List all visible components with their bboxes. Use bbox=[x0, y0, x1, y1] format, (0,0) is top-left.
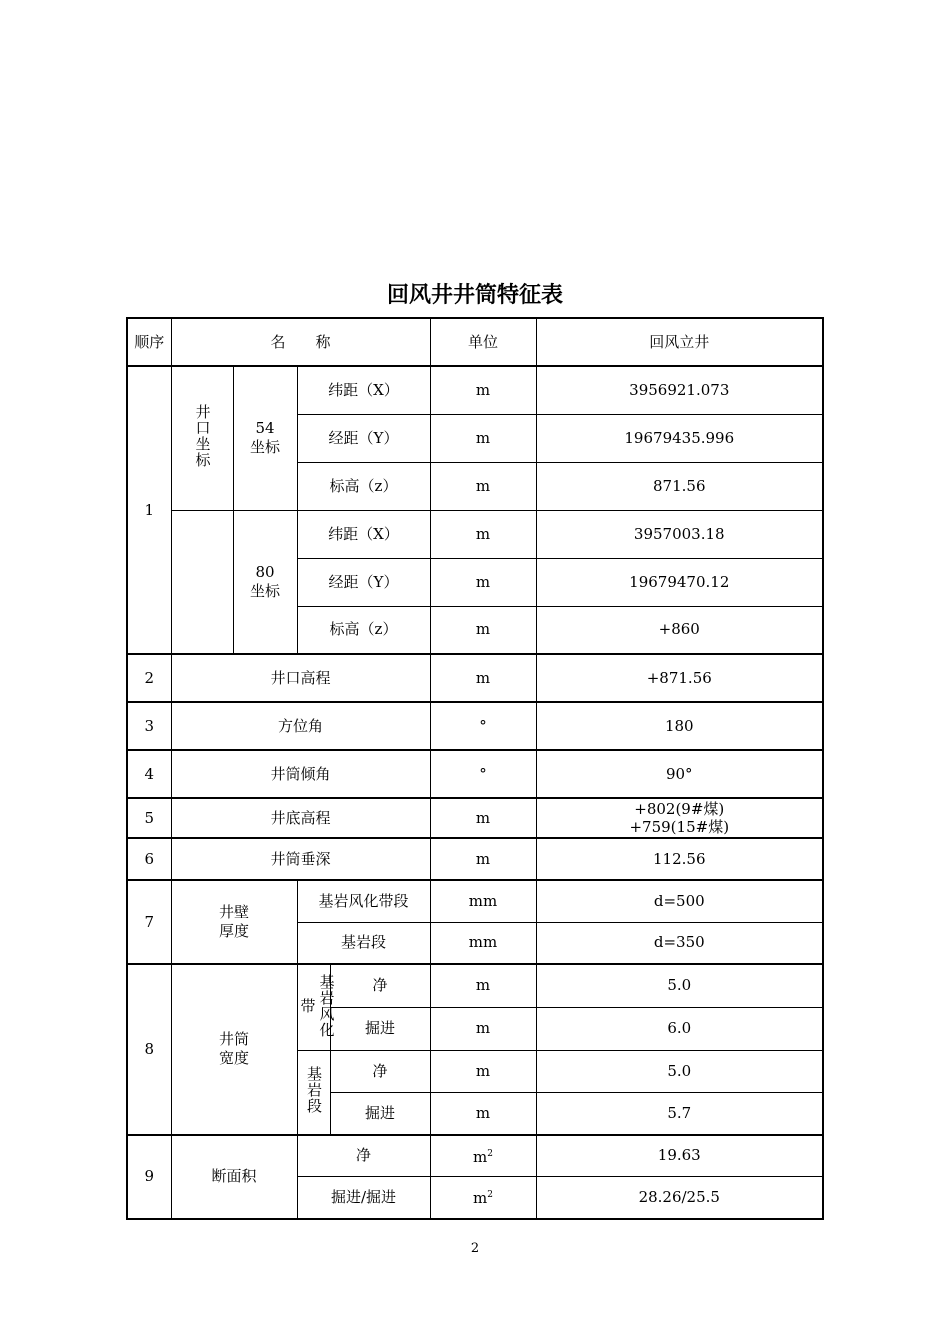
row8-sub2-value-1: 5.7 bbox=[536, 1093, 823, 1135]
row8-sub1-value-1: 6.0 bbox=[536, 1007, 823, 1050]
table-row bbox=[127, 366, 823, 414]
row7-value-1: d=350 bbox=[536, 922, 823, 964]
row1-group-label: 井口坐标 bbox=[193, 403, 212, 468]
row7-unit-0: mm bbox=[430, 880, 536, 922]
row5-unit: m bbox=[430, 798, 536, 838]
row6-value: 112.56 bbox=[536, 838, 823, 880]
table-row bbox=[127, 1135, 823, 1177]
row1-seq: 1 bbox=[127, 366, 171, 654]
header-value: 回风立井 bbox=[536, 318, 823, 366]
row8-sub2-unit-0: m bbox=[430, 1051, 536, 1093]
header-seq: 顺序 bbox=[127, 318, 171, 366]
table-row bbox=[127, 654, 823, 702]
row8-group: 井筒 宽度 bbox=[171, 964, 297, 1135]
row1-sys54: 54 坐标 bbox=[233, 366, 297, 510]
row3-unit: ° bbox=[430, 702, 536, 750]
table-row bbox=[127, 880, 823, 922]
row4-seq: 4 bbox=[127, 750, 171, 798]
row3-value: 180 bbox=[536, 702, 823, 750]
header-unit: 单位 bbox=[430, 318, 536, 366]
row4-name: 井筒倾角 bbox=[171, 750, 430, 798]
row6-seq: 6 bbox=[127, 838, 171, 880]
table-row bbox=[127, 798, 823, 838]
page-number: 2 bbox=[470, 1241, 480, 1256]
row7-seq: 7 bbox=[127, 880, 171, 964]
row7-group: 井壁 厚度 bbox=[171, 880, 297, 964]
row4-unit: ° bbox=[430, 750, 536, 798]
table-title: 回风井井筒特征表 bbox=[386, 283, 563, 308]
row8-sub1-label: 基岩风化带 bbox=[298, 974, 336, 1038]
row9-name-1: 掘进/掘进 bbox=[297, 1177, 430, 1219]
row5-name: 井底高程 bbox=[171, 798, 430, 838]
row9-group: 断面积 bbox=[171, 1135, 297, 1219]
row1-54-name-0: 纬距（X） bbox=[297, 366, 430, 414]
row1-80-name-2: 标高（z） bbox=[297, 606, 430, 654]
header-name: 名 称 bbox=[171, 318, 430, 366]
row8-sub2-value-0: 5.0 bbox=[536, 1051, 823, 1093]
row2-seq: 2 bbox=[127, 654, 171, 702]
table-row bbox=[127, 750, 823, 798]
row5-value: +802(9#煤) +759(15#煤) bbox=[536, 798, 823, 838]
row1-54-value-2: 871.56 bbox=[536, 462, 823, 510]
row1-54-value-0: 3956921.073 bbox=[536, 366, 823, 414]
row4-value: 90° bbox=[536, 750, 823, 798]
row9-unit-0 bbox=[430, 1135, 536, 1177]
row6-unit: m bbox=[430, 838, 536, 880]
row9-unit-sup-0: 2 bbox=[487, 1148, 493, 1159]
row1-80-value-0: 3957003.18 bbox=[536, 510, 823, 558]
row9-seq: 9 bbox=[127, 1135, 171, 1219]
row1-80-name-1: 经距（Y） bbox=[297, 558, 430, 606]
row1-80-name-0: 纬距（X） bbox=[297, 510, 430, 558]
row1-group-cell bbox=[171, 366, 233, 510]
table-row bbox=[127, 510, 823, 558]
table-row bbox=[127, 702, 823, 750]
row1-80-value-1: 19679470.12 bbox=[536, 558, 823, 606]
row8-sub1-cell bbox=[297, 964, 336, 1051]
row8-sub1-unit-1: m bbox=[430, 1007, 536, 1050]
row8-sub2-cell bbox=[297, 1051, 330, 1135]
row2-unit: m bbox=[430, 654, 536, 702]
row1-80-unit-2: m bbox=[430, 606, 536, 654]
row9-unit-base-1: m bbox=[473, 1189, 488, 1208]
row1-sys80: 80 坐标 bbox=[233, 510, 297, 654]
row1-group-empty bbox=[171, 510, 233, 654]
row9-unit-base-0: m bbox=[473, 1147, 488, 1166]
row3-name: 方位角 bbox=[171, 702, 430, 750]
row9-unit-1 bbox=[430, 1177, 536, 1219]
row8-seq: 8 bbox=[127, 964, 171, 1135]
row1-54-unit-1: m bbox=[430, 414, 536, 462]
row9-name-0: 净 bbox=[297, 1135, 430, 1177]
row7-value-0: d=500 bbox=[536, 880, 823, 922]
row8-sub1-value-0: 5.0 bbox=[536, 964, 823, 1007]
row1-80-unit-0: m bbox=[430, 510, 536, 558]
row1-54-unit-0: m bbox=[430, 366, 536, 414]
row7-name-1: 基岩段 bbox=[297, 922, 430, 964]
row1-54-value-1: 19679435.996 bbox=[536, 414, 823, 462]
table-row bbox=[127, 964, 823, 1007]
row9-value-1: 28.26/25.5 bbox=[536, 1177, 823, 1219]
row1-80-value-2: +860 bbox=[536, 606, 823, 654]
row1-80-unit-1: m bbox=[430, 558, 536, 606]
row1-54-name-1: 经距（Y） bbox=[297, 414, 430, 462]
row9-value-0: 19.63 bbox=[536, 1135, 823, 1177]
row7-name-0: 基岩风化带段 bbox=[297, 880, 430, 922]
row2-value: +871.56 bbox=[536, 654, 823, 702]
shaft-characteristics-table bbox=[126, 317, 824, 1220]
row8-sub2-name-0: 净 bbox=[330, 1051, 430, 1093]
row8-sub1-unit-0: m bbox=[430, 964, 536, 1007]
row2-name: 井口高程 bbox=[171, 654, 430, 702]
row1-54-unit-2: m bbox=[430, 462, 536, 510]
table-row bbox=[127, 838, 823, 880]
row5-seq: 5 bbox=[127, 798, 171, 838]
row9-unit-sup-1: 2 bbox=[487, 1190, 493, 1201]
row8-sub2-name-1: 掘进 bbox=[330, 1093, 430, 1135]
row8-sub1-name-1: 掘进 bbox=[330, 1007, 430, 1050]
row8-sub1-name-0: 净 bbox=[330, 964, 430, 1007]
row3-seq: 3 bbox=[127, 702, 171, 750]
row6-name: 井筒垂深 bbox=[171, 838, 430, 880]
row7-unit-1: mm bbox=[430, 922, 536, 964]
header-row bbox=[127, 318, 823, 366]
row8-sub2-label: 基岩段 bbox=[305, 1065, 323, 1114]
row1-54-name-2: 标高（z） bbox=[297, 462, 430, 510]
row8-sub2-unit-1: m bbox=[430, 1093, 536, 1135]
